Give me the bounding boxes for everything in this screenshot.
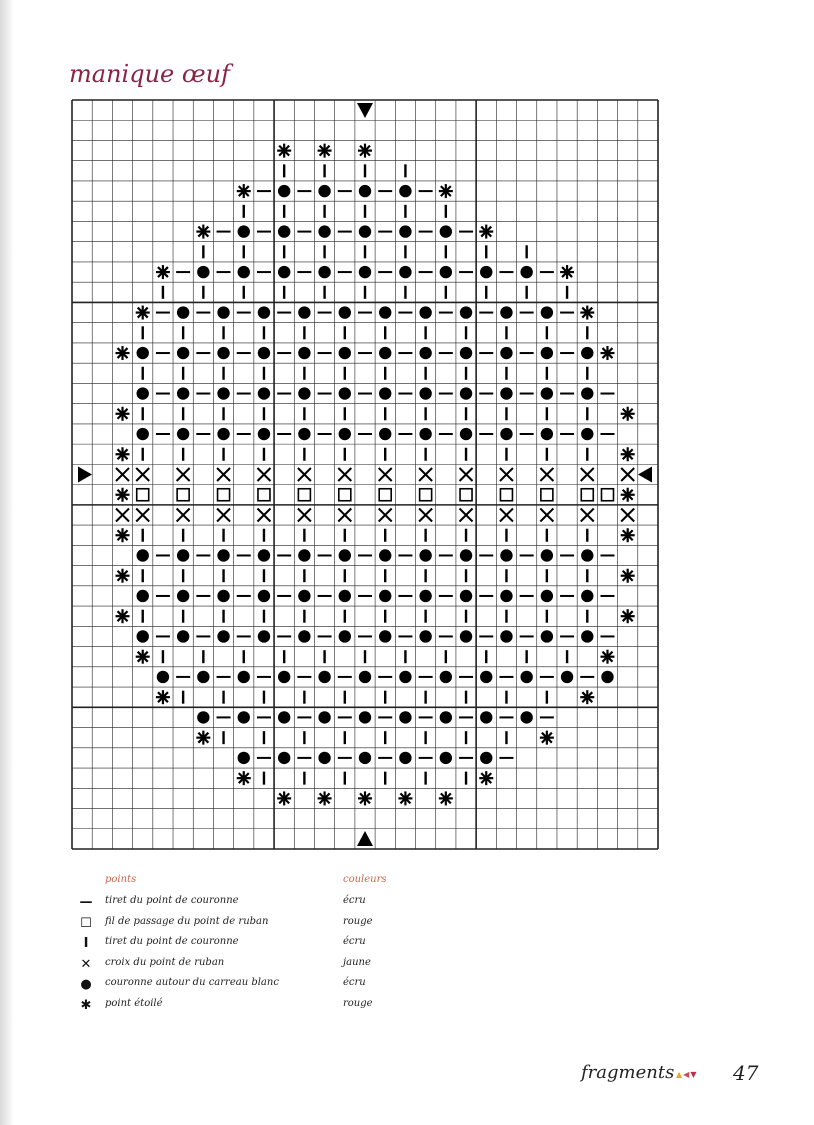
dot-stitch (480, 711, 492, 723)
dot-stitch (238, 752, 250, 764)
square-stitch (298, 489, 310, 501)
dot-stitch (137, 549, 149, 561)
dot-stitch (339, 428, 351, 440)
dot-stitch (460, 428, 472, 440)
bar-icon: I (83, 935, 89, 951)
dot-stitch (339, 590, 351, 602)
legend-label: point étoilé (105, 998, 163, 1009)
square-stitch (177, 489, 189, 501)
cross-icon: ✕ (80, 956, 92, 972)
dot-stitch (379, 630, 391, 642)
dot-stitch (379, 387, 391, 399)
square-stitch (460, 489, 472, 501)
dot-stitch (339, 630, 351, 642)
dot-stitch (258, 347, 270, 359)
square-stitch (137, 489, 149, 501)
dot-stitch (238, 671, 250, 683)
right-center-marker-icon (638, 467, 652, 483)
dot-stitch (137, 428, 149, 440)
left-center-marker-icon (78, 467, 92, 483)
dot-stitch (318, 671, 330, 683)
legend-color: écru (343, 895, 366, 906)
square-stitch (500, 489, 512, 501)
legend-label: croix du point de ruban (105, 957, 225, 968)
dot-stitch (359, 671, 371, 683)
dot-stitch (460, 306, 472, 318)
dot-stitch (278, 752, 290, 764)
dot-stitch (197, 266, 209, 278)
dot-stitch (581, 630, 593, 642)
legend-item (78, 976, 398, 996)
dot-stitch (399, 225, 411, 237)
square-stitch (601, 489, 613, 501)
dot-stitch (419, 549, 431, 561)
dot-stitch (258, 387, 270, 399)
dot-stitch (278, 185, 290, 197)
dot-stitch (217, 387, 229, 399)
legend-item (78, 894, 398, 914)
dot-stitch (238, 711, 250, 723)
dot-stitch (500, 347, 512, 359)
dot-stitch (197, 671, 209, 683)
dot-stitch (581, 387, 593, 399)
dot-stitch (480, 752, 492, 764)
dot-stitch (541, 347, 553, 359)
dot-stitch (379, 347, 391, 359)
dot-stitch (359, 225, 371, 237)
square-stitch (581, 489, 593, 501)
legend-item (78, 956, 398, 976)
dot-stitch (278, 671, 290, 683)
legend-points-heading: points (105, 874, 137, 885)
dot-stitch (460, 347, 472, 359)
dot-stitch (318, 185, 330, 197)
legend-item (78, 997, 398, 1017)
legend-item (78, 915, 398, 935)
dot-stitch (177, 347, 189, 359)
legend-color: jaune (343, 957, 371, 968)
dot-stitch (541, 306, 553, 318)
dot-stitch (339, 347, 351, 359)
dot-stitch (541, 590, 553, 602)
square-icon: ☐ (80, 915, 92, 931)
dot-stitch (541, 428, 553, 440)
dot-stitch (500, 387, 512, 399)
legend-item (78, 935, 398, 955)
dot-stitch (561, 671, 573, 683)
legend-label: tiret du point de couronne (105, 895, 239, 906)
dot-stitch (177, 387, 189, 399)
legend-color: rouge (343, 998, 373, 1009)
dot-stitch (318, 266, 330, 278)
dot-stitch (137, 630, 149, 642)
dot-stitch (520, 671, 532, 683)
dot-stitch (157, 671, 169, 683)
dot-stitch (137, 387, 149, 399)
dot-stitch (581, 590, 593, 602)
star-icon: ✱ (80, 997, 92, 1013)
dot-stitch (137, 590, 149, 602)
dot-stitch (359, 185, 371, 197)
page-title: manique œuf (69, 60, 230, 88)
dot-stitch (258, 428, 270, 440)
top-center-marker-icon (357, 103, 373, 118)
dot-stitch (177, 428, 189, 440)
footer-section-name: fragments (581, 1062, 675, 1083)
dot-stitch (440, 752, 452, 764)
dot-stitch (217, 347, 229, 359)
dot-stitch (238, 225, 250, 237)
dot-stitch (399, 711, 411, 723)
dot-stitch (520, 266, 532, 278)
dot-stitch (500, 630, 512, 642)
dot-stitch (298, 306, 310, 318)
footer-arrows-icon: ▲◀▼ (676, 1070, 698, 1079)
dot-stitch (419, 347, 431, 359)
bottom-center-marker-icon (357, 831, 373, 846)
dot-stitch (399, 185, 411, 197)
dot-stitch (581, 428, 593, 440)
dot-stitch (258, 306, 270, 318)
legend-color: écru (343, 936, 366, 947)
dot-stitch (278, 225, 290, 237)
legend-label: couronne autour du carreau blanc (105, 977, 279, 988)
dot-stitch (339, 306, 351, 318)
dot-stitch (298, 630, 310, 642)
dot-stitch (318, 752, 330, 764)
square-stitch (218, 489, 230, 501)
dot-stitch (217, 306, 229, 318)
dot-stitch (217, 590, 229, 602)
dot-stitch (217, 549, 229, 561)
dot-stitch (399, 266, 411, 278)
dot-stitch (177, 630, 189, 642)
dot-icon: ● (80, 976, 92, 992)
dot-stitch (217, 630, 229, 642)
dot-stitch (177, 549, 189, 561)
square-stitch (258, 489, 270, 501)
dot-stitch (500, 590, 512, 602)
dot-stitch (298, 387, 310, 399)
dot-stitch (177, 306, 189, 318)
dot-stitch (419, 590, 431, 602)
dot-stitch (460, 590, 472, 602)
dot-stitch (339, 387, 351, 399)
dot-stitch (500, 549, 512, 561)
dot-stitch (258, 549, 270, 561)
dot-stitch (298, 549, 310, 561)
dot-stitch (601, 671, 613, 683)
dot-stitch (197, 711, 209, 723)
dot-stitch (419, 306, 431, 318)
dot-stitch (258, 590, 270, 602)
square-stitch (339, 489, 351, 501)
dot-stitch (278, 711, 290, 723)
legend-color: rouge (343, 916, 373, 927)
legend-color: écru (343, 977, 366, 988)
dot-stitch (500, 428, 512, 440)
dot-stitch (399, 671, 411, 683)
dot-stitch (419, 387, 431, 399)
dot-stitch (581, 347, 593, 359)
legend-label: fil de passage du point de ruban (105, 916, 269, 927)
legend-label: tiret du point de couronne (105, 936, 239, 947)
dot-stitch (440, 225, 452, 237)
dot-stitch (440, 266, 452, 278)
dot-stitch (399, 752, 411, 764)
dot-stitch (460, 387, 472, 399)
dot-stitch (298, 347, 310, 359)
dot-stitch (238, 266, 250, 278)
dot-stitch (298, 590, 310, 602)
dot-stitch (419, 630, 431, 642)
dot-stitch (419, 428, 431, 440)
dash-icon: — (79, 894, 93, 910)
dot-stitch (339, 549, 351, 561)
dot-stitch (541, 549, 553, 561)
dot-stitch (278, 266, 290, 278)
dot-stitch (379, 306, 391, 318)
dot-stitch (541, 630, 553, 642)
dot-stitch (318, 225, 330, 237)
dot-stitch (298, 428, 310, 440)
dot-stitch (480, 266, 492, 278)
dot-stitch (379, 590, 391, 602)
square-stitch (420, 489, 432, 501)
dot-stitch (359, 711, 371, 723)
dot-stitch (480, 671, 492, 683)
dot-stitch (258, 630, 270, 642)
dot-stitch (440, 671, 452, 683)
dot-stitch (500, 306, 512, 318)
dot-stitch (460, 549, 472, 561)
dot-stitch (359, 752, 371, 764)
dot-stitch (520, 711, 532, 723)
dot-stitch (581, 549, 593, 561)
dot-stitch (217, 428, 229, 440)
dot-stitch (460, 630, 472, 642)
dot-stitch (177, 590, 189, 602)
square-stitch (379, 489, 391, 501)
dot-stitch (137, 347, 149, 359)
square-stitch (541, 489, 553, 501)
legend-colors-heading: couleurs (343, 874, 387, 885)
dot-stitch (379, 428, 391, 440)
dot-stitch (440, 711, 452, 723)
dot-stitch (379, 549, 391, 561)
dot-stitch (318, 711, 330, 723)
dot-stitch (359, 266, 371, 278)
page-number: 47 (733, 1061, 759, 1085)
dot-stitch (541, 387, 553, 399)
